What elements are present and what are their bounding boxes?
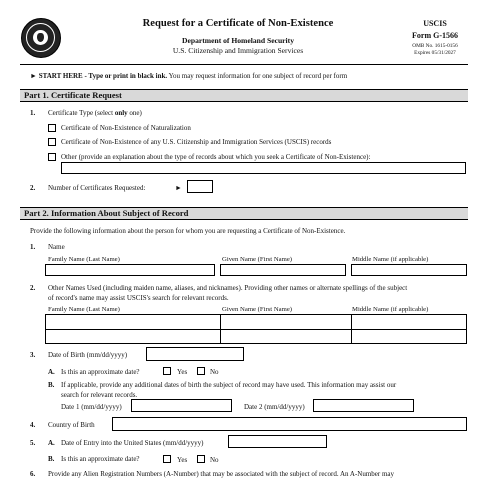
p2-q4-label: Country of Birth	[48, 421, 95, 429]
entry-approx-no-checkbox[interactable]	[197, 455, 205, 463]
checkbox-cert-naturalization[interactable]	[48, 124, 56, 132]
other-given-name-row2[interactable]	[221, 329, 351, 343]
part1-header: Part 1. Certificate Request	[20, 89, 468, 102]
date-of-entry-field[interactable]	[228, 435, 327, 448]
p2-q5b-label: Is this an approximate date?	[61, 455, 140, 463]
p2-q2-line1: Other Names Used (including maiden name, aliases, and nicknames). Providing other names or alternate spellings of the subject	[48, 284, 408, 292]
p1-q2-number: 2.	[30, 184, 36, 192]
additional-dob2-label: Date 2 (mm/dd/yyyy)	[244, 403, 305, 411]
country-of-birth-field[interactable]	[112, 417, 467, 431]
agency-name: U.S. Citizenship and Immigration Services	[172, 46, 304, 55]
start-here-text: You may request information for one subject of record per form	[168, 72, 348, 80]
p2-q6-number: 6.	[30, 470, 36, 478]
dob-approx-no-label: No	[210, 368, 219, 376]
p2-q3b-letter: B.	[48, 381, 55, 389]
entry-approx-no-label: No	[210, 456, 219, 464]
form-number: Form G-1566	[412, 31, 458, 40]
p2-q5a-label: Date of Entry into the United States (mm/dd/yyyy)	[61, 439, 204, 447]
date-of-birth-field[interactable]	[146, 347, 244, 361]
part2-intro: Provide the following information about the person for whom you are requesting a Certificate of Non-Existence.	[30, 227, 346, 235]
part2-header: Part 2. Information About Subject of Record	[20, 207, 468, 220]
p2-q2-line2: of record's name may assist USCIS's search for relevant records.	[48, 294, 229, 302]
p2-q3b-line1: If applicable, provide any additional dates of birth the subject of record may have used. This information may assist our	[61, 381, 397, 389]
p2-q5-number: 5.	[30, 439, 36, 447]
arrow-right-icon: ►	[30, 72, 37, 80]
additional-dob1-label: Date 1 (mm/dd/yyyy)	[61, 403, 122, 411]
p2-q2-number: 2.	[30, 284, 36, 292]
p2-q5b-letter: B.	[48, 455, 55, 463]
omb-number: OMB No. 1615-0156	[412, 43, 458, 49]
middle-name-field[interactable]	[351, 264, 467, 276]
expiration-date: Expires 05/31/2027	[414, 50, 456, 56]
entry-approx-yes-checkbox[interactable]	[163, 455, 171, 463]
p2-q3-label: Date of Birth (mm/dd/yyyy)	[48, 351, 128, 359]
arrow-right-icon: ►	[175, 184, 182, 192]
department-name: Department of Homeland Security	[182, 36, 294, 45]
start-here-instruction	[30, 72, 347, 80]
other-explanation-field[interactable]	[61, 162, 466, 174]
name-middle-header: Middle Name (if applicable)	[352, 256, 429, 263]
other-middle-header: Middle Name (if applicable)	[352, 306, 429, 313]
p2-q5a-letter: A.	[48, 439, 55, 447]
p2-q6-label: Provide any Alien Registration Numbers (A-Number) that may be associated with the subject of record. An A-Number may	[48, 470, 395, 478]
name-given-header: Given Name (First Name)	[222, 256, 293, 263]
other-given-header: Given Name (First Name)	[222, 306, 293, 313]
additional-dob2-field[interactable]	[313, 399, 414, 412]
p2-q3b-line2: search for relevant records.	[61, 391, 138, 399]
other-middle-name-row2[interactable]	[352, 329, 466, 343]
p2-q1-number: 1.	[30, 243, 36, 251]
dob-approx-yes-checkbox[interactable]	[163, 367, 171, 375]
dob-approx-yes-label: Yes	[177, 368, 188, 376]
other-family-header: Family Name (Last Name)	[48, 306, 120, 313]
additional-dob1-field[interactable]	[131, 399, 232, 412]
other-middle-name-row1[interactable]	[352, 315, 466, 328]
name-family-header: Family Name (Last Name)	[48, 256, 120, 263]
checkbox-cert-uscis-records[interactable]	[48, 138, 56, 146]
start-here-bold: START HERE - Type or print in black ink.	[38, 72, 168, 80]
other-family-name-row1[interactable]	[46, 315, 220, 328]
entry-approx-yes-label: Yes	[177, 456, 188, 464]
form-title: Request for a Certificate of Non-Existence	[142, 18, 334, 29]
p1-q1-label: Certificate Type (select only one)	[48, 109, 142, 117]
p2-q1-label: Name	[48, 243, 65, 251]
option-cert-uscis-records-label: Certificate of Non-Existence of any U.S. Citizenship and Immigration Services (USCIS) records	[61, 138, 332, 146]
p1-q1-number: 1.	[30, 109, 36, 117]
p2-q3a-label: Is this an approximate date?	[61, 368, 140, 376]
checkbox-cert-other[interactable]	[48, 153, 56, 161]
other-family-name-row2[interactable]	[46, 329, 220, 343]
dhs-seal-logo	[21, 18, 61, 58]
p2-q4-number: 4.	[30, 421, 36, 429]
header-divider	[20, 64, 468, 65]
eagle-icon	[33, 30, 48, 45]
option-cert-naturalization-label: Certificate of Non-Existence of Naturalization	[61, 124, 191, 132]
option-cert-other-label: Other (provide an explanation about the type of records about which you seek a Certificate of Non-Existence):	[61, 153, 371, 161]
p1-q2-label: Number of Certificates Requested:	[48, 184, 146, 192]
number-of-certificates-field[interactable]	[187, 180, 213, 193]
p2-q3a-letter: A.	[48, 368, 55, 376]
p2-q3-number: 3.	[30, 351, 36, 359]
uscis-label: USCIS	[423, 19, 447, 28]
dob-approx-no-checkbox[interactable]	[197, 367, 205, 375]
family-name-field[interactable]	[45, 264, 215, 276]
other-given-name-row1[interactable]	[221, 315, 351, 328]
given-name-field[interactable]	[220, 264, 346, 276]
